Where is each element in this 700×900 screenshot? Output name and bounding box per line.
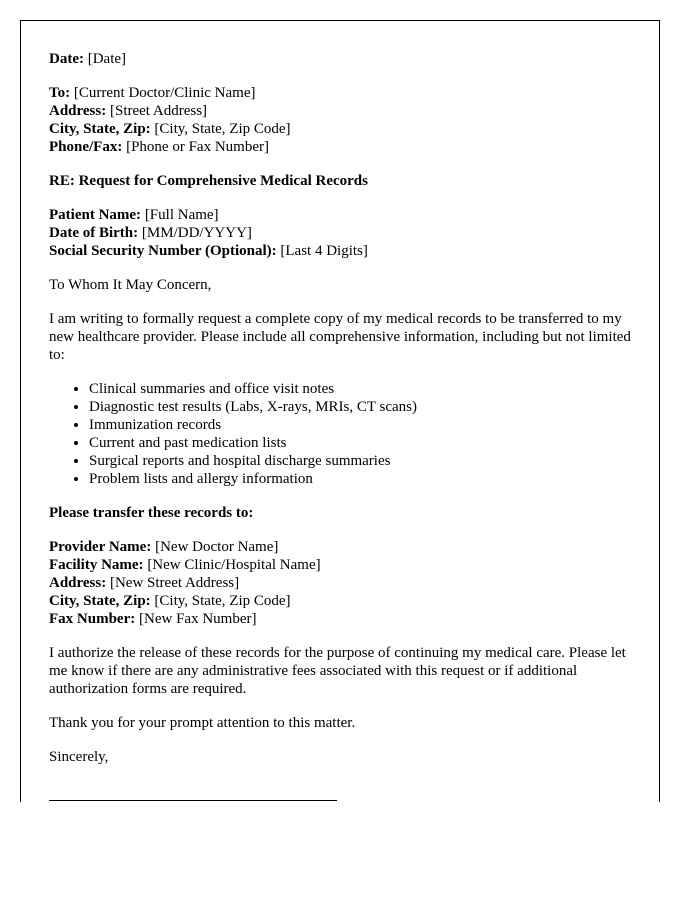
- date-line: [49, 50, 631, 68]
- recipient-city-label: City, State, Zip:: [49, 121, 151, 137]
- signature-line: [49, 800, 337, 801]
- provider-address-label: Address:: [49, 575, 107, 591]
- facility-name-label: Facility Name:: [49, 557, 144, 573]
- recipient-address-label: Address:: [49, 103, 107, 119]
- subject-line: RE: Request for Comprehensive Medical Records: [49, 173, 368, 189]
- patient-ssn-label: Social Security Number (Optional):: [49, 243, 277, 259]
- facility-name-line: [49, 556, 631, 574]
- list-item: • Surgical reports and hospital discharge summaries: [89, 452, 631, 470]
- provider-city-label: City, State, Zip:: [49, 593, 151, 609]
- provider-city-line: [49, 592, 631, 610]
- provider-city-value: [City, State, Zip Code]: [154, 593, 291, 609]
- recipient-phone-label: Phone/Fax:: [49, 139, 123, 155]
- patient-name-label: Patient Name:: [49, 207, 142, 223]
- recipient-to-label: To:: [49, 85, 71, 101]
- patient-ssn-value: [Last 4 Digits]: [280, 243, 368, 259]
- provider-address-value: [New Street Address]: [109, 575, 240, 591]
- transfer-heading-block: [49, 504, 631, 522]
- provider-fax-line: [49, 610, 631, 628]
- recipient-to-value: [Current Doctor/Clinic Name]: [73, 85, 256, 101]
- patient-ssn-line: [49, 242, 631, 260]
- patient-dob-line: [49, 224, 631, 242]
- date-block: [49, 50, 631, 68]
- patient-block: [49, 206, 631, 260]
- salutation: To Whom It May Concern,: [49, 277, 212, 293]
- list-item: • Problem lists and allergy information: [89, 470, 631, 488]
- transfer-heading: Please transfer these records to:: [49, 505, 254, 521]
- provider-name-value: [New Doctor Name]: [155, 539, 279, 555]
- list-item: • Current and past medication lists: [89, 434, 631, 452]
- provider-name-label: Provider Name:: [49, 539, 152, 555]
- recipient-address-value: [Street Address]: [109, 103, 208, 119]
- recipient-city-line: [49, 120, 631, 138]
- list-item: • Diagnostic test results (Labs, X-rays, MRIs, CT scans): [89, 398, 631, 416]
- records-list: [49, 380, 631, 488]
- recipient-phone-value: [Phone or Fax Number]: [126, 139, 269, 155]
- recipient-block: [49, 84, 631, 156]
- list-item: • Immunization records: [89, 416, 631, 434]
- authorization-paragraph: I authorize the release of these records for the purpose of continuing my medical care. Please let me know if there are any administrative fees associated with this request or if additional authorization forms are required.: [49, 645, 626, 697]
- recipient-phone-line: [49, 138, 631, 156]
- date-value: [Date]: [87, 51, 127, 67]
- signoff: Sincerely,: [49, 749, 109, 765]
- recipient-address-line: [49, 102, 631, 120]
- provider-address-line: [49, 574, 631, 592]
- letter-page: [20, 20, 660, 802]
- patient-name-value: [Full Name]: [144, 207, 219, 223]
- patient-name-line: [49, 206, 631, 224]
- patient-dob-value: [MM/DD/YYYY]: [141, 225, 252, 241]
- intro-paragraph: I am writing to formally request a complete copy of my medical records to be transferred to my new healthcare provider. Please include all comprehensive information, including but not limited to:: [49, 311, 631, 363]
- new-provider-block: [49, 538, 631, 628]
- subject-block: [49, 172, 631, 190]
- provider-name-line: [49, 538, 631, 556]
- recipient-city-value: [City, State, Zip Code]: [154, 121, 291, 137]
- provider-fax-value: [New Fax Number]: [139, 611, 257, 627]
- provider-fax-label: Fax Number:: [49, 611, 136, 627]
- recipient-to-line: [49, 84, 631, 102]
- patient-dob-label: Date of Birth:: [49, 225, 139, 241]
- date-label: Date:: [49, 51, 84, 67]
- facility-name-value: [New Clinic/Hospital Name]: [147, 557, 321, 573]
- list-item: • Clinical summaries and office visit notes: [89, 380, 631, 398]
- thanks-paragraph: Thank you for your prompt attention to this matter.: [49, 715, 356, 731]
